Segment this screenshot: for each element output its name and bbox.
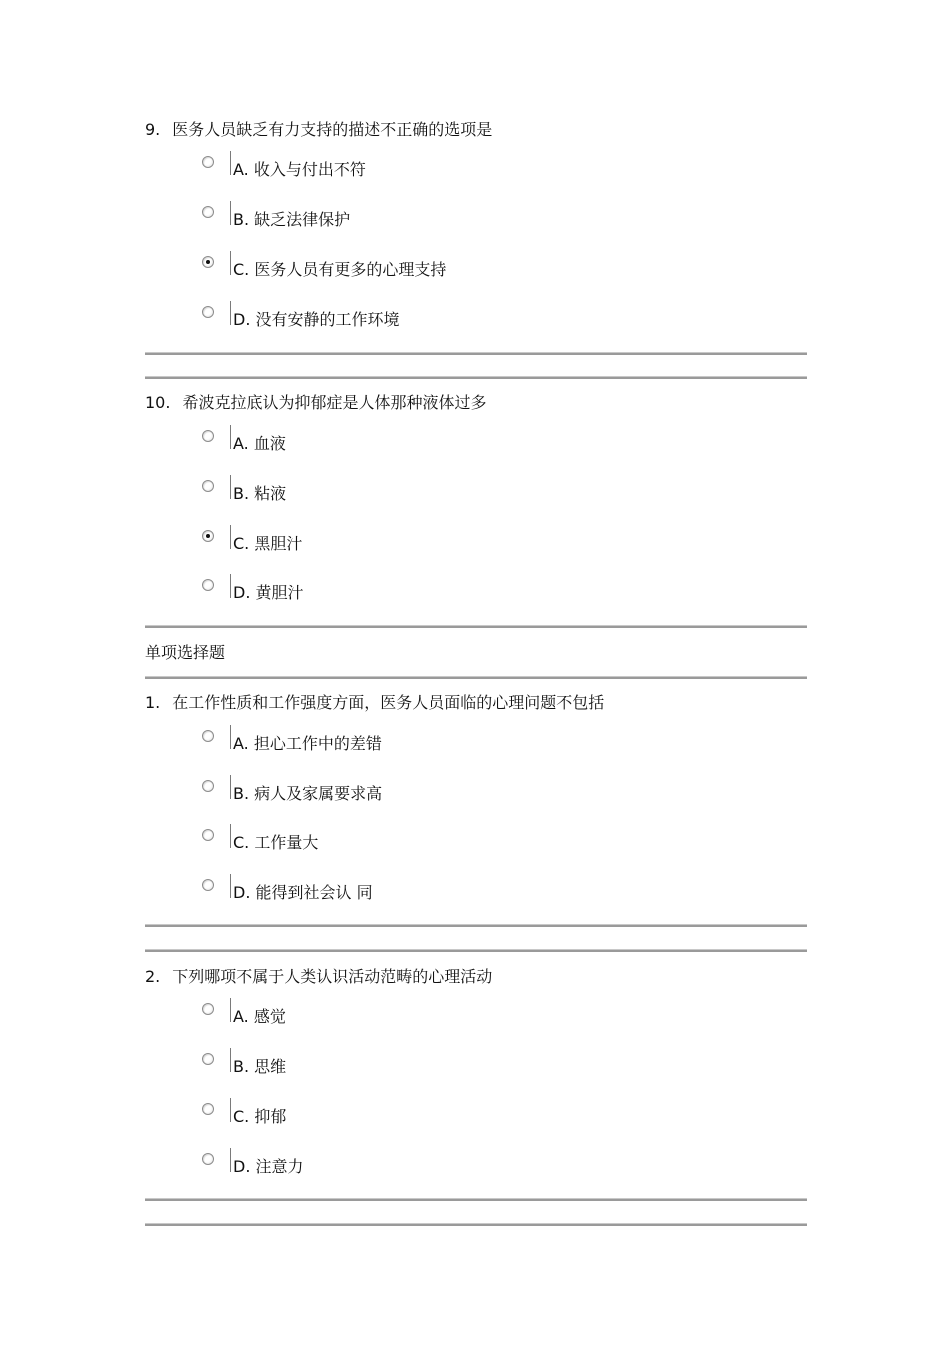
question-number: 9. <box>145 120 161 139</box>
option-divider <box>230 775 231 799</box>
radio-button[interactable] <box>202 256 214 268</box>
option-divider <box>230 301 231 325</box>
option-divider <box>230 824 231 848</box>
option-divider <box>230 874 231 898</box>
separator-rule <box>145 676 807 679</box>
question-9 <box>145 120 492 140</box>
option-label: A. 感觉 <box>233 1007 286 1026</box>
radio-button[interactable] <box>202 579 214 591</box>
separator-rule <box>145 949 807 952</box>
radio-button[interactable] <box>202 480 214 492</box>
option-divider <box>230 201 231 225</box>
question-text: 医务人员缺乏有力支持的描述不正确的选项是 <box>172 120 493 139</box>
option-divider <box>230 151 231 175</box>
section-title: 单项选择题 <box>145 643 226 662</box>
question-2 <box>145 967 492 987</box>
radio-button[interactable] <box>202 780 214 792</box>
option-label: C. 黑胆汁 <box>233 534 303 553</box>
radio-button[interactable] <box>202 156 214 168</box>
option-divider <box>230 725 231 749</box>
separator-rule <box>145 376 807 379</box>
option-divider <box>230 425 231 449</box>
radio-dot-icon <box>206 534 210 538</box>
separator-rule <box>145 924 807 927</box>
radio-button[interactable] <box>202 829 214 841</box>
option-label: B. 缺乏法律保护 <box>233 210 351 229</box>
question-1 <box>145 693 604 713</box>
option-label: D. 注意力 <box>233 1157 304 1176</box>
separator-rule <box>145 625 807 628</box>
question-text: 在工作性质和工作强度方面，医务人员面临的心理问题不包括 <box>172 693 605 712</box>
radio-button[interactable] <box>202 206 214 218</box>
option-label: C. 医务人员有更多的心理支持 <box>233 260 447 279</box>
question-text: 下列哪项不属于人类认识活动范畴的心理活动 <box>172 967 493 986</box>
separator-rule <box>145 1223 807 1226</box>
option-label: C. 工作量大 <box>233 833 319 852</box>
radio-button[interactable] <box>202 530 214 542</box>
option-divider <box>230 998 231 1022</box>
option-label: D. 黄胆汁 <box>233 583 304 602</box>
radio-button[interactable] <box>202 730 214 742</box>
option-label: A. 血液 <box>233 434 286 453</box>
radio-button[interactable] <box>202 879 214 891</box>
radio-button[interactable] <box>202 1153 214 1165</box>
radio-button[interactable] <box>202 306 214 318</box>
question-text: 希波克拉底认为抑郁症是人体那种液体过多 <box>182 393 487 412</box>
option-divider <box>230 1098 231 1122</box>
option-label: A. 收入与付出不符 <box>233 160 366 179</box>
option-label: A. 担心工作中的差错 <box>233 734 382 753</box>
option-label: D. 没有安静的工作环境 <box>233 310 400 329</box>
radio-button[interactable] <box>202 1053 214 1065</box>
separator-rule <box>145 352 807 355</box>
option-divider <box>230 574 231 598</box>
option-label: C. 抑郁 <box>233 1107 287 1126</box>
option-divider <box>230 1048 231 1072</box>
radio-button[interactable] <box>202 430 214 442</box>
option-divider <box>230 475 231 499</box>
option-divider <box>230 1148 231 1172</box>
question-number: 1. <box>145 693 161 712</box>
option-label: D. 能得到社会认 同 <box>233 883 373 902</box>
option-label: B. 病人及家属要求高 <box>233 784 383 803</box>
option-label: B. 思维 <box>233 1057 287 1076</box>
question-number: 2. <box>145 967 161 986</box>
option-divider <box>230 525 231 549</box>
question-10 <box>145 393 486 413</box>
radio-button[interactable] <box>202 1103 214 1115</box>
radio-button[interactable] <box>202 1003 214 1015</box>
question-number: 10. <box>145 393 171 412</box>
option-divider <box>230 251 231 275</box>
separator-rule <box>145 1198 807 1201</box>
option-label: B. 粘液 <box>233 484 287 503</box>
radio-dot-icon <box>206 260 210 264</box>
